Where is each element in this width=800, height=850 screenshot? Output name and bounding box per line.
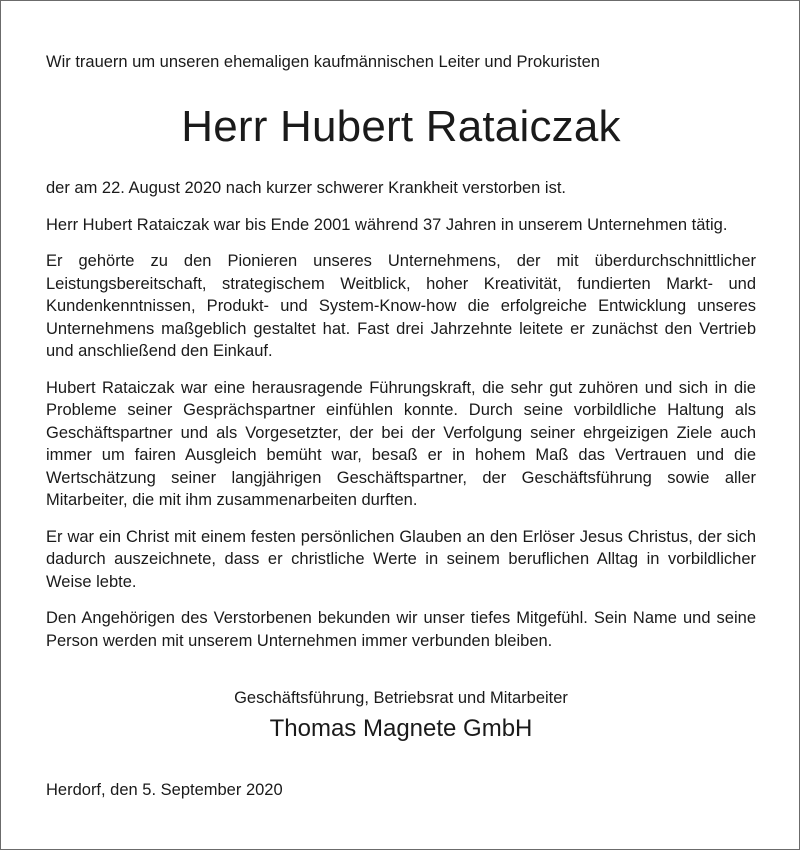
paragraph-tenure: Herr Hubert Rataiczak war bis Ende 2001 während 37 Jahren in unserem Unternehmen tätig. [46,215,728,234]
paragraph-condolence: Den Angehörigen des Verstorbenen bekunden wir unser tiefes Mitgefühl. Sein Name und seine Person werden mit unserem Unternehmen immer verbunden bleiben. [46,609,756,650]
place-date: Herdorf, den 5. September 2020 [46,781,283,799]
paragraph-pioneer: Er gehörte zu den Pionieren unseres Unternehmens, der mit überdurchschnittlicher Leistungsbereitschaft, strategischem Weitblick, hoher Kreativität, fundierten Markt- und Kundenkenntnissen, Produkt- und System-Know-how die erfolgreiche Entwicklung unseres Unternehmens maßgeblich gestaltet hat. Fast drei Jahrzehnte leitete er zunächst den Vertrieb und anschließend den Einkauf. [46,252,756,360]
paragraph-faith: Er war ein Christ mit einem festen persönlichen Glauben an den Erlöser Jesus Christus, der sich dadurch auszeichnete, dass er christliche Werte in seinem beruflichen Alltag in vorbildlicher Weise lebte. [46,527,756,591]
deceased-name: Herr Hubert Rataiczak [181,102,621,151]
company-name: Thomas Magnete GmbH [269,715,533,742]
notice-body [46,177,756,666]
intro-line: Wir trauern um unseren ehemaligen kaufmännischen Leiter und Prokuristen [46,53,600,71]
paragraph-death-date: der am 22. August 2020 nach kurzer schwerer Krankheit verstorben ist. [46,179,567,197]
paragraph-leadership: Hubert Rataiczak war eine herausragende Führungskraft, die sehr gut zuhören und sich in die Probleme seiner Gesprächspartner einfühlen konnte. Durch seine vorbildliche Haltung als Geschäftspartner und als Vorgesetzter, der bei der Verfolgung seiner ehrgeizigen Ziele auch immer um fairen Ausgleich bemüht war, besaß er in hohem Maß das Vertrauen und die Wertschätzung seiner langjährigen Geschäftspartner, der Geschäftsführung sowie aller Mitarbeiter, die mit ihm zusammenarbeiten durften. [46,378,756,509]
signers-line: Geschäftsführung, Betriebsrat und Mitarbeiter [234,689,568,707]
